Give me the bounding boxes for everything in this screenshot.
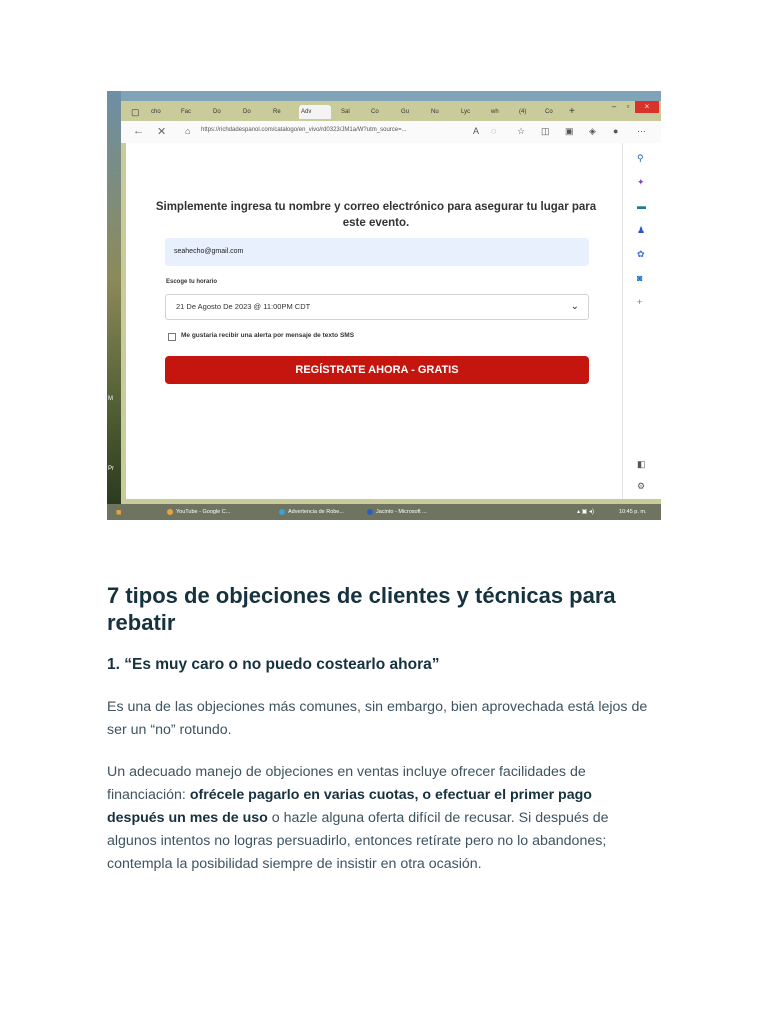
register-button[interactable]: REGÍSTRATE AHORA - GRATIS	[165, 356, 589, 384]
edge-icon	[279, 509, 285, 515]
paragraph-2-line-4: algunos intentos no logras persuadirlo, entonces retírate pero no lo abandones;	[107, 833, 607, 849]
chevron-down-icon: ⌄	[570, 301, 579, 312]
word-icon	[367, 509, 373, 515]
stop-icon[interactable]: ✕	[157, 126, 167, 138]
paragraph-2-line-5: contempla la posibilidad siempre de insistir en otra ocasión.	[107, 856, 482, 872]
desktop-label: Pr	[108, 466, 114, 472]
outlook-icon[interactable]: ◙	[637, 273, 643, 283]
favorites-icon[interactable]: ☆	[517, 126, 526, 136]
read-aloud-icon[interactable]: A	[473, 126, 480, 136]
tab[interactable]: Co	[545, 109, 553, 115]
tab[interactable]: cho	[151, 109, 161, 115]
add-icon[interactable]: +	[637, 297, 643, 307]
taskbar-item-youtube[interactable]	[165, 506, 245, 518]
chrome-icon	[167, 509, 173, 515]
taskbar-item-edge[interactable]	[277, 506, 361, 518]
home-icon[interactable]: ⌂	[185, 126, 191, 136]
web-page	[126, 143, 622, 499]
tab[interactable]: Lyc	[461, 109, 471, 115]
split-screen-icon[interactable]: ◫	[541, 126, 550, 136]
office-icon[interactable]: ✿	[637, 249, 645, 259]
new-tab-icon[interactable]: +	[569, 106, 575, 117]
extension-icon[interactable]: ◌	[491, 126, 497, 136]
article-subheading: 1. “Es muy caro o no puedo costearlo ahora”	[107, 656, 440, 673]
tab[interactable]: Nu	[431, 109, 439, 115]
clock: 10:45 p. m.	[619, 509, 647, 515]
copilot-icon[interactable]: ✦	[637, 177, 645, 187]
desktop-background	[107, 91, 121, 504]
tab-bar	[121, 101, 661, 121]
search-icon[interactable]: ⚲	[637, 153, 644, 163]
taskbar-item-word[interactable]	[365, 506, 445, 518]
url-field[interactable]: https://richdadespanol.com/catalogo/en_vivo/rd0323/JM1a/W?utm_source=...	[201, 127, 407, 133]
minimize-icon[interactable]: –	[611, 102, 617, 111]
taskbar-item-label: Advertencia de Robe...	[288, 509, 344, 515]
tab[interactable]: Fac	[181, 109, 192, 115]
paragraph-2-bold-2: después un mes de uso	[107, 810, 268, 826]
taskbar	[107, 504, 661, 520]
taskbar-item-label: YouTube - Google C...	[176, 509, 231, 515]
start-icon[interactable]: ■	[116, 507, 122, 517]
tab[interactable]: Do	[243, 109, 251, 115]
sms-label: Me gustaria recibir una alerta por mensaje de texto SMS	[181, 332, 355, 339]
embedded-screenshot	[107, 91, 661, 520]
paragraph-2	[107, 761, 667, 876]
tab-actions-icon[interactable]: ▢	[131, 107, 140, 117]
browser-sidebar	[622, 143, 661, 499]
games-icon[interactable]: ♟	[637, 225, 646, 235]
more-icon[interactable]: ⋯	[637, 126, 646, 136]
browser-window	[121, 101, 661, 504]
email-field[interactable]: seahecho@gmail.com	[165, 238, 589, 266]
tab[interactable]: Do	[213, 109, 221, 115]
taskbar-item-label: Jacinto - Microsoft ...	[376, 509, 427, 515]
tab[interactable]: Co	[371, 109, 379, 115]
schedule-select[interactable]	[165, 294, 589, 320]
form-title: Simplemente ingresa tu nombre y correo electrónico para asegurar tu lugar para este evento.	[155, 201, 597, 229]
collections-icon[interactable]: ▣	[565, 126, 574, 136]
gear-icon[interactable]: ⚙	[637, 481, 646, 491]
tab-active[interactable]: Adv	[299, 105, 331, 119]
profile-icon[interactable]: ●	[613, 126, 619, 136]
sms-checkbox[interactable]	[168, 333, 176, 341]
tab[interactable]: Re	[273, 109, 281, 115]
paragraph-1: Es una de las objeciones más comunes, sin embargo, bien aprovechada está lejos de ser un “no” rotundo.	[107, 699, 648, 738]
tab[interactable]: wh	[491, 109, 499, 115]
address-bar	[121, 121, 661, 143]
desktop-label: M	[108, 396, 113, 402]
paragraph-2-line-2: financiación:	[107, 787, 190, 803]
schedule-label: Escoge tu horario	[166, 279, 218, 285]
shopping-icon[interactable]: ▬	[637, 201, 646, 211]
tab[interactable]: Gu	[401, 109, 410, 115]
paragraph-2-line-1: Un adecuado manejo de objeciones en ventas incluye ofrecer facilidades de	[107, 764, 586, 780]
tab[interactable]: (4)	[519, 109, 527, 115]
hide-sidebar-icon[interactable]: ◧	[637, 459, 646, 469]
schedule-value: 21 De Agosto De 2023 @ 11:00PM CDT	[176, 302, 311, 311]
article-heading: 7 tipos de objeciones de clientes y técnicas para rebatir	[107, 583, 616, 635]
paragraph-2-line-3: o hazle alguna oferta difícil de recusar. Si después de	[267, 810, 609, 826]
close-icon[interactable]: ×	[635, 101, 659, 113]
system-tray-icons[interactable]: ▴ ▣ ◂)	[577, 509, 595, 515]
paragraph-2-bold-1: ofrécele pagarlo en varias cuotas, o efectuar el primer pago	[189, 787, 592, 803]
maximize-icon[interactable]: ▫	[626, 102, 630, 111]
tab[interactable]: Sal	[341, 109, 350, 115]
back-icon[interactable]: ←	[133, 125, 144, 137]
browser-essentials-icon[interactable]: ◈	[589, 126, 596, 136]
